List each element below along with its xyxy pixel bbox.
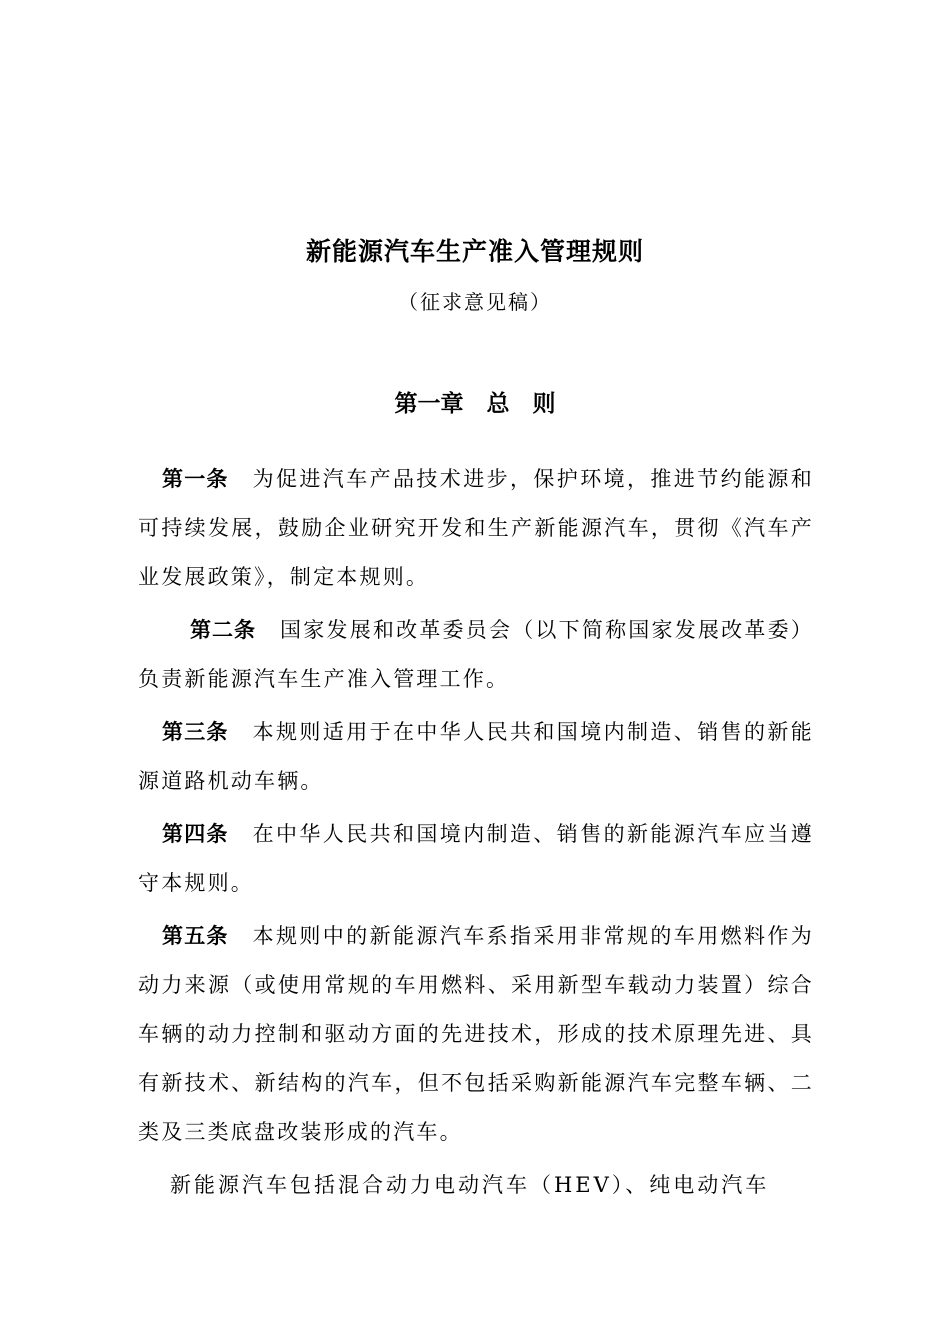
chapter-heading: 第一章 总 则 — [394, 391, 556, 417]
article-1-label: 第一条 — [162, 467, 229, 491]
document-subtitle: （征求意见稿） — [398, 290, 552, 314]
article-2-text: 国家发展和改革委员会（以下简称国家发展改革委）负责新能源汽车生产准入管理工作。 — [138, 618, 814, 691]
article-4 — [138, 810, 814, 908]
article-5-label: 第五条 — [162, 924, 229, 948]
article-2 — [138, 606, 814, 704]
article-5-text: 本规则中的新能源汽车系指采用非常规的车用燃料作为动力来源（或使用常规的车用燃料、采用新型车载动力装置）综合车辆的动力控制和驱动方面的先进技术，形成的技术原理先进、具有新技术、新结构的汽车，但不包括采购新能源汽车完整车辆、二类及三类底盘改装形成的汽车。 — [138, 924, 814, 1144]
article-1 — [138, 455, 814, 602]
article-1-text: 为促进汽车产品技术进步，保护环境，推进节约能源和可持续发展，鼓励企业研究开发和生产新能源汽车，贯彻《汽车产业发展政策》，制定本规则。 — [138, 467, 814, 589]
article-2-label: 第二条 — [190, 618, 257, 642]
article-3-label: 第三条 — [162, 720, 229, 744]
article-4-label: 第四条 — [162, 822, 229, 846]
trailing-paragraph: 新能源汽车包括混合动力电动汽车（HEV）、纯电动汽车 — [170, 1173, 770, 1197]
article-5 — [138, 912, 814, 1157]
document-title: 新能源汽车生产准入管理规则 — [305, 237, 644, 266]
article-3 — [138, 708, 814, 806]
article-4-text: 在中华人民共和国境内制造、销售的新能源汽车应当遵守本规则。 — [138, 822, 814, 895]
document-body — [138, 455, 814, 1210]
article-3-text: 本规则适用于在中华人民共和国境内制造、销售的新能源道路机动车辆。 — [138, 720, 814, 793]
